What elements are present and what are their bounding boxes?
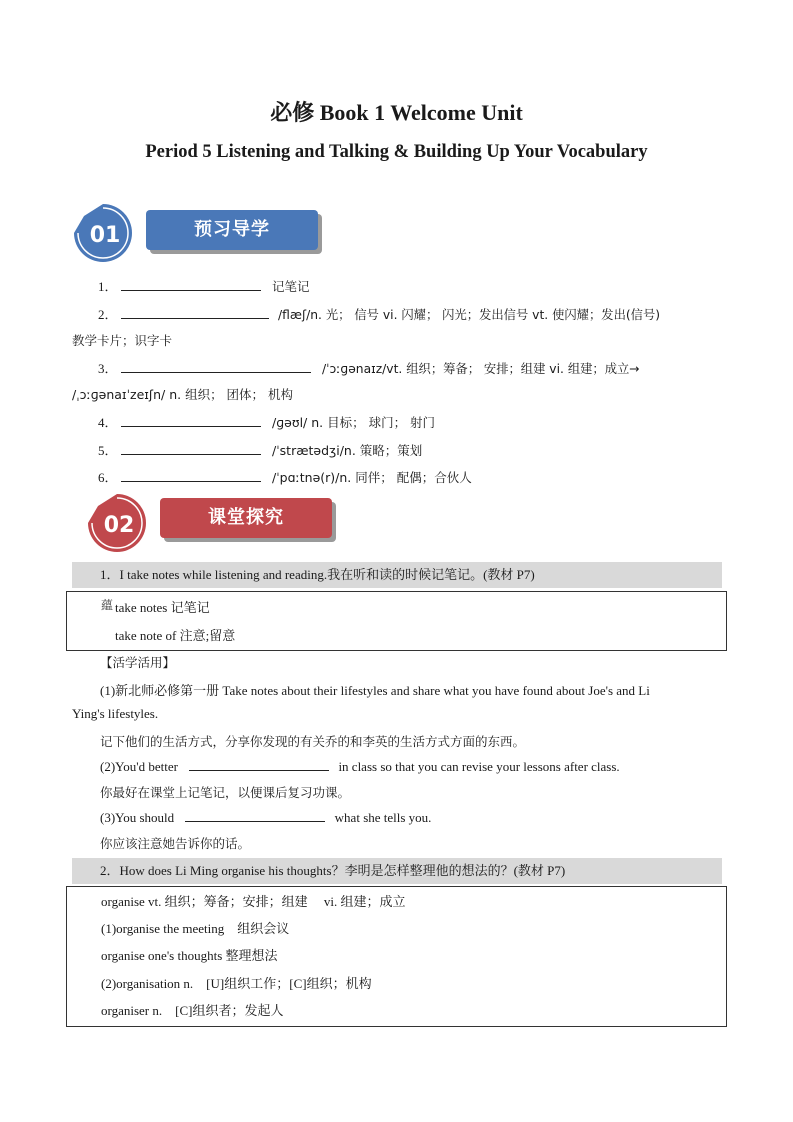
vocab-item-1: 1． 记笔记 bbox=[98, 279, 310, 294]
exercise-1-line-1: (1)新北师必修第一册 Take notes about their lifestyles and share what you have found about Joe's and Li bbox=[100, 683, 650, 698]
box-line: take note of 注意;留意 bbox=[115, 628, 236, 643]
vocab-item-4: 4． /ɡəʊl/ n. 目标； 球门； 射门 bbox=[98, 415, 436, 430]
answer-blank[interactable] bbox=[121, 442, 261, 455]
vocab-item-6: 6． /ˈpɑːtnə(r)/n. 同伴； 配偶；合伙人 bbox=[98, 470, 472, 485]
section-badge-icon bbox=[72, 202, 134, 264]
box-mark: 蘊 bbox=[101, 598, 114, 612]
vocab-item-3: 3． /ˈɔːɡənaɪz/vt. 组织；筹备； 安排；组建 vi. 组建；成立→ bbox=[98, 361, 640, 376]
answer-blank[interactable] bbox=[121, 469, 261, 482]
box-line: (1)organise the meeting 组织会议 bbox=[101, 921, 290, 936]
notes-box-1 bbox=[66, 591, 727, 651]
question-1-prompt: 1．I take notes while listening and reading.我在听和读的时候记笔记。(教材 P7) bbox=[72, 562, 722, 588]
notes-box-2 bbox=[66, 886, 727, 1027]
exercise-2-translation: 你最好在课堂上记笔记，以便课后复习功课。 bbox=[100, 785, 351, 800]
vocab-item-5: 5． /ˈstrætədʒi/n. 策略；策划 bbox=[98, 443, 423, 458]
section-banner-label: 课堂探究 bbox=[160, 498, 332, 538]
box-line: (2)organisation n. [U]组织工作；[C]组织；机构 bbox=[101, 976, 372, 991]
answer-blank[interactable] bbox=[121, 414, 261, 427]
box-line: organise vt. 组织；筹备；安排；组建 vi. 组建；成立 bbox=[101, 894, 406, 909]
answer-blank[interactable] bbox=[185, 809, 325, 822]
exercise-3-translation: 你应该注意她告诉你的话。 bbox=[100, 836, 251, 851]
answer-blank[interactable] bbox=[121, 278, 261, 291]
exercise-1-translation: 记下他们的生活方式，分享你发现的有关乔的和李英的生活方式方面的东西。 bbox=[100, 734, 526, 749]
box-line: organiser n. [C]组织者；发起人 bbox=[101, 1003, 284, 1018]
exercise-1-line-2: Ying's lifestyles. bbox=[72, 706, 159, 721]
answer-blank[interactable] bbox=[121, 360, 311, 373]
section-banner-label: 预习导学 bbox=[146, 210, 318, 250]
vocab-item-2: 2． /flæʃ/n. 光； 信号 vi. 闪耀； 闪光；发出信号 vt. 使闪耀；发出(信号) bbox=[98, 307, 661, 322]
answer-blank[interactable] bbox=[189, 758, 329, 771]
section-badge-icon bbox=[86, 492, 148, 554]
section-header-classroom bbox=[86, 492, 356, 562]
question-2-prompt: 2．How does Li Ming organise his thoughts？李明是怎样整理他的想法的？(教材 P7) bbox=[72, 858, 722, 884]
page-subtitle: Period 5 Listening and Talking & Building Up Your Vocabulary bbox=[145, 142, 648, 162]
svg-text:02: 02 bbox=[103, 513, 135, 538]
section-header-preview bbox=[72, 202, 342, 272]
answer-blank[interactable] bbox=[121, 306, 269, 319]
exercise-3: (3)You should what she tells you. bbox=[100, 810, 432, 825]
page-title: 必修 Book 1 Welcome Unit bbox=[270, 100, 523, 125]
box-line: organise one's thoughts 整理想法 bbox=[101, 948, 278, 963]
svg-text:01: 01 bbox=[89, 223, 121, 248]
vocab-item-2-cont: 教学卡片；识字卡 bbox=[72, 333, 173, 348]
vocab-item-3-cont: /ˌɔːɡənaɪˈzeɪʃn/ n. 组织； 团体； 机构 bbox=[72, 387, 294, 402]
exercise-2: (2)You'd better in class so that you can revise your lessons after class. bbox=[100, 759, 620, 774]
practice-heading: 【活学活用】 bbox=[100, 655, 176, 670]
box-line: take notes 记笔记 bbox=[115, 600, 210, 615]
